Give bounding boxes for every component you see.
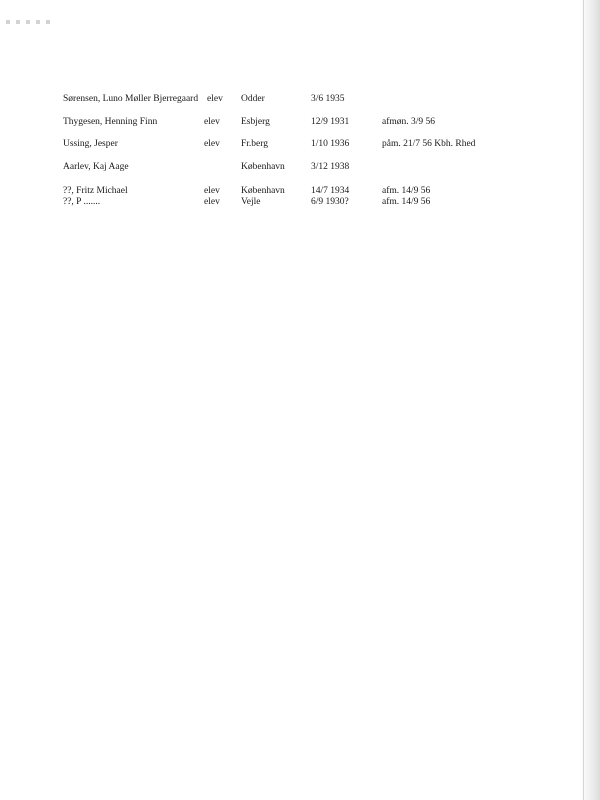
list-item: [0, 138, 600, 150]
record-note: afm. 14/9 56: [382, 186, 431, 196]
record-name: Thygesen, Henning Finn: [63, 117, 158, 127]
record-place: København: [241, 162, 285, 172]
record-note: påm. 21/7 56 Kbh. Rhed: [382, 139, 476, 149]
record-role: elev: [204, 117, 220, 127]
record-place: Vejle: [241, 197, 261, 207]
record-date: 6/9 1930?: [311, 197, 349, 207]
record-name: ??, Fritz Michael: [63, 186, 128, 196]
record-name: Sørensen, Luno Møller Bjerregaard: [63, 94, 199, 104]
record-date: 1/10 1936: [311, 139, 350, 149]
record-date: 12/9 1931: [311, 117, 350, 127]
record-place: København: [241, 186, 285, 196]
record-place: Fr.berg: [241, 139, 269, 149]
record-note: afm. 14/9 56: [382, 197, 431, 207]
record-name: Ussing, Jesper: [63, 139, 118, 149]
record-role: elev: [207, 94, 223, 104]
record-role: elev: [204, 186, 220, 196]
record-place: Odder: [241, 94, 265, 104]
record-place: Esbjerg: [241, 117, 270, 127]
list-item: [0, 196, 600, 208]
record-role: elev: [204, 197, 220, 207]
record-date: 14/7 1934: [311, 186, 350, 196]
list-item: [0, 161, 600, 173]
record-name: Aarlev, Kaj Aage: [63, 162, 129, 172]
record-role: elev: [204, 139, 220, 149]
record-date: 3/12 1938: [311, 162, 350, 172]
list-item: [0, 93, 600, 105]
record-note: afmøn. 3/9 56: [382, 117, 436, 127]
list-item: [0, 116, 600, 128]
record-date: 3/6 1935: [311, 94, 345, 104]
record-name: ??, P .......: [63, 197, 101, 207]
